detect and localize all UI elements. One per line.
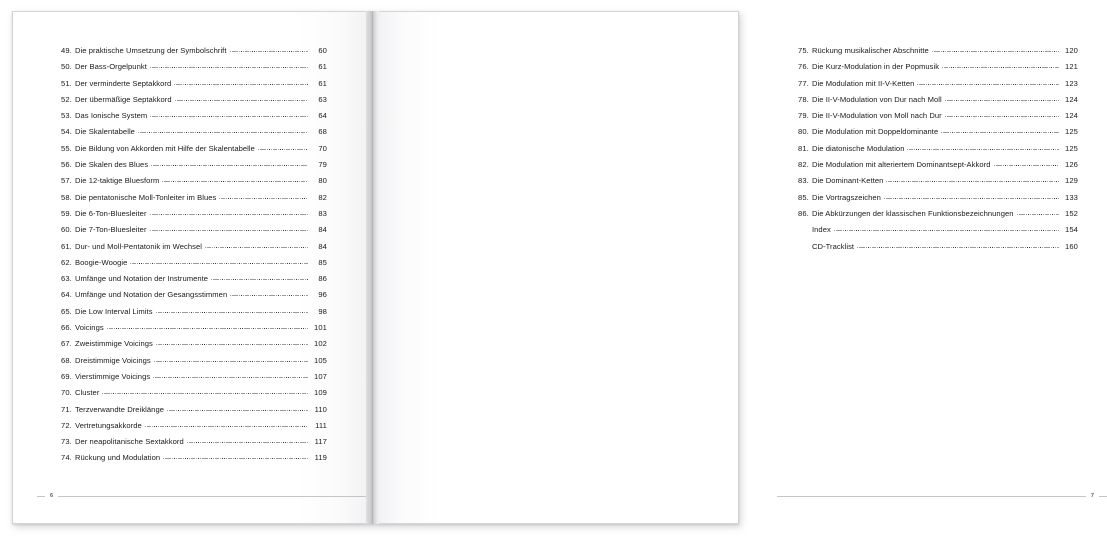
toc-entry [798, 108, 1078, 124]
toc-leader-dots [230, 45, 309, 53]
toc-leader-dots [941, 126, 1059, 134]
toc-entry-title: Boogie-Woogie [75, 257, 128, 267]
toc-entry [61, 450, 327, 466]
toc-entry [798, 157, 1078, 173]
toc-entry-title: Die II-V-Modulation von Moll nach Dur [812, 111, 942, 121]
toc-entry-title: Die Skalen des Blues [75, 160, 149, 170]
toc-entry-number: 56. [61, 160, 72, 170]
toc-leader-dots [205, 241, 308, 249]
toc-entry-number: 51. [61, 78, 72, 88]
toc-entry [61, 271, 327, 287]
toc-entry [798, 76, 1078, 92]
toc-entry-page: 61 [318, 62, 327, 72]
toc-entry-title: Die Modulation mit Doppeldominante [812, 127, 939, 137]
toc-leader-dots [145, 420, 308, 428]
toc-entry-number: 73. [61, 437, 72, 447]
toc-leader-dots [219, 192, 308, 200]
toc-entry [61, 206, 327, 222]
toc-entry-page: 152 [1065, 208, 1078, 218]
toc-entry [61, 287, 327, 303]
toc-leader-dots [102, 387, 308, 395]
toc-entry-number: 75. [798, 46, 809, 55]
toc-entry-title: Die Abkürzungen der klassischen Funktionsbezeichnungen [812, 208, 1014, 218]
toc-entry-number: 70. [61, 388, 72, 398]
toc-entry-number: 58. [61, 192, 72, 202]
toc-entry-title: Voicings [75, 323, 104, 333]
toc-entry-title: Die diatonische Modulation [812, 143, 905, 153]
toc-entry-number: 55. [61, 143, 72, 153]
toc-entry-title: Vertretungsakkorde [75, 420, 142, 430]
toc-entry [61, 369, 327, 385]
toc-entry-title: Die Skalentabelle [75, 127, 135, 137]
toc-leader-dots [156, 338, 308, 346]
toc-leader-dots [857, 241, 1059, 249]
toc-leader-dots [994, 159, 1060, 167]
toc-entry-number: 86. [798, 208, 809, 218]
toc-entry [61, 222, 327, 238]
toc-entry-page: 121 [1065, 62, 1078, 72]
toc-leader-dots [150, 61, 308, 69]
toc-entry-page: 133 [1065, 192, 1078, 202]
toc-entry-number: 83. [798, 176, 809, 186]
toc-entry-number: 79. [798, 111, 809, 121]
toc-entry-page: 80 [318, 176, 327, 186]
toc-entry [61, 353, 327, 369]
toc-entry [61, 255, 327, 271]
toc-entry-page: 61 [318, 78, 327, 88]
toc-entry-title: Die 12-taktige Bluesform [75, 176, 160, 186]
toc-entry-title: Vierstimmige Voicings [75, 371, 151, 381]
toc-entry-page: 101 [314, 323, 327, 333]
toc-entry-title: Der übermäßige Septakkord [75, 94, 172, 104]
toc-leader-dots [153, 371, 308, 379]
toc-entry [61, 385, 327, 401]
toc-entry [798, 222, 1078, 238]
toc-entry-page: 83 [318, 208, 327, 218]
toc-entry-title: Die 7-Ton-Bluesleiter [75, 225, 147, 235]
toc-entry-page: 86 [318, 274, 327, 284]
toc-entry-number: 69. [61, 371, 72, 381]
toc-entry-number: 60. [61, 225, 72, 235]
toc-entry-page: 129 [1065, 176, 1078, 186]
footer-right [777, 491, 1107, 501]
toc-entry-number: 77. [798, 78, 809, 88]
toc-entry-page: 124 [1065, 94, 1078, 104]
left-page [12, 11, 377, 524]
toc-entry-title: Die Modulation mit II-V-Ketten [812, 78, 915, 88]
toc-entry-number: 63. [61, 274, 72, 284]
toc-entry-title: Rückung und Modulation [75, 453, 161, 463]
toc-entry-number: 61. [61, 241, 72, 251]
toc-entry-page: 64 [318, 111, 327, 121]
toc-entry-page: 107 [314, 371, 327, 381]
page-number-right: 7 [1090, 493, 1094, 499]
toc-entry-page: 63 [318, 94, 327, 104]
toc-leader-dots [150, 224, 308, 232]
toc-entry [61, 92, 327, 108]
toc-leader-dots [154, 355, 308, 363]
toc-entry-page: 98 [318, 306, 327, 316]
toc-entry-title: Der Bass-Orgelpunkt [75, 62, 147, 72]
toc-leader-dots [187, 436, 308, 444]
right-page [377, 11, 1094, 524]
toc-entry-number: 74. [61, 453, 72, 463]
toc-leader-dots [230, 289, 308, 297]
toc-entry [61, 418, 327, 434]
toc-entry-title: Terzverwandte Dreiklänge [75, 404, 164, 414]
toc-entry-page: 123 [1065, 78, 1078, 88]
toc-entry-page: 120 [1065, 46, 1078, 55]
toc-entry-page: 154 [1065, 225, 1078, 235]
toc-leader-dots [163, 452, 308, 460]
book-spine-line [372, 11, 373, 524]
footer-rule-start [37, 496, 45, 497]
toc-entry-number: 81. [798, 143, 809, 153]
toc-entry [61, 190, 327, 206]
toc-entry-title: Die Vortragszeichen [812, 192, 881, 202]
toc-entry-number: 85. [798, 192, 809, 202]
toc-entry-number: 80. [798, 127, 809, 137]
toc-entry-page: 102 [314, 339, 327, 349]
toc-leader-dots [907, 143, 1059, 151]
toc-leader-dots [932, 45, 1059, 53]
toc-entry [61, 320, 327, 336]
toc-entry-title: Dreistimmige Voicings [75, 355, 151, 365]
toc-entry [798, 173, 1078, 189]
toc-entry-title: Umfänge und Notation der Gesangsstimmen [75, 290, 228, 300]
toc-entry-title: Die praktische Umsetzung der Symbolschrift [75, 46, 227, 55]
toc-entry-title: Dur- und Moll-Pentatonik im Wechsel [75, 241, 202, 251]
toc-entry-number: 68. [61, 355, 72, 365]
toc-entry-number: 59. [61, 208, 72, 218]
toc-entry-page: 96 [318, 290, 327, 300]
toc-entry-number: 82. [798, 160, 809, 170]
toc-list-left [61, 43, 327, 467]
toc-leader-dots [150, 208, 308, 216]
toc-entry-title: Rückung musikalischer Abschnitte [812, 46, 929, 55]
toc-entry-page: 60 [318, 46, 327, 55]
toc-entry-title: Die 6-Ton-Bluesleiter [75, 208, 147, 218]
toc-entry-number: 53. [61, 111, 72, 121]
toc-leader-dots [107, 322, 308, 330]
toc-entry-title: Die Modulation mit alteriertem Dominantsept-Akkord [812, 160, 991, 170]
toc-entry [61, 157, 327, 173]
toc-entry-number: 49. [61, 46, 72, 55]
toc-entry-number: 78. [798, 94, 809, 104]
toc-entry [61, 124, 327, 140]
toc-entry-number: 65. [61, 306, 72, 316]
toc-entry-page: 82 [318, 192, 327, 202]
toc-entry-title: Umfänge und Notation der Instrumente [75, 274, 209, 284]
toc-leader-dots [167, 404, 308, 412]
toc-entry-title: Die II-V-Modulation von Dur nach Moll [812, 94, 942, 104]
toc-leader-dots [130, 257, 308, 265]
toc-entry-number: 57. [61, 176, 72, 186]
toc-entry-page: 79 [318, 160, 327, 170]
toc-entry [61, 173, 327, 189]
toc-entry-title: Zweistimmige Voicings [75, 339, 153, 349]
toc-leader-dots [945, 94, 1059, 102]
toc-entry-page: 70 [318, 143, 327, 153]
toc-leader-dots [156, 306, 308, 314]
toc-leader-dots [942, 61, 1059, 69]
toc-entry-title: Die Bildung von Akkorden mit Hilfe der Skalentabelle [75, 143, 255, 153]
toc-entry [798, 190, 1078, 206]
toc-leader-dots [1017, 208, 1059, 216]
toc-entry-number: 67. [61, 339, 72, 349]
toc-entry [61, 43, 327, 59]
toc-entry [61, 304, 327, 320]
toc-entry [61, 434, 327, 450]
toc-entry-page: 105 [314, 355, 327, 365]
toc-entry-title: Die Kurz-Modulation in der Popmusik [812, 62, 940, 72]
toc-leader-dots [945, 110, 1059, 118]
toc-entry [798, 206, 1078, 222]
toc-entry [798, 239, 1078, 255]
toc-entry-title: Die Low Interval Limits [75, 306, 153, 316]
toc-entry [61, 59, 327, 75]
toc-leader-dots [150, 110, 308, 118]
toc-entry-page: 160 [1065, 241, 1078, 251]
footer-rule-start [777, 496, 1086, 497]
toc-leader-dots [258, 143, 308, 151]
toc-entry-page: 84 [318, 225, 327, 235]
toc-entry-page: 109 [314, 388, 327, 398]
toc-entry [798, 43, 1078, 59]
toc-entry [61, 402, 327, 418]
toc-entry-title: Die pentatonische Moll-Tonleiter im Blues [75, 192, 217, 202]
toc-leader-dots [151, 159, 308, 167]
toc-entry [61, 336, 327, 352]
toc-entry-title: Das Ionische System [75, 111, 148, 121]
toc-entry-title: Cluster [75, 388, 100, 398]
footer-left [37, 491, 367, 501]
toc-entry [61, 108, 327, 124]
toc-entry-number: 54. [61, 127, 72, 137]
toc-leader-dots [211, 273, 308, 281]
toc-entry-number: 66. [61, 323, 72, 333]
toc-leader-dots [917, 78, 1059, 86]
toc-entry-number: 62. [61, 257, 72, 267]
page-number-left: 6 [50, 493, 54, 499]
toc-entry [798, 124, 1078, 140]
toc-leader-dots [138, 126, 308, 134]
toc-leader-dots [175, 94, 308, 102]
toc-leader-dots [884, 192, 1059, 200]
toc-entry-page: 125 [1065, 143, 1078, 153]
toc-entry-page: 124 [1065, 111, 1078, 121]
toc-entry-number: 72. [61, 420, 72, 430]
footer-rule-end [58, 496, 367, 497]
toc-entry-number: 71. [61, 404, 72, 414]
toc-entry-title: Die Dominant-Ketten [812, 176, 884, 186]
toc-entry-page: 85 [318, 257, 327, 267]
toc-entry-page: 119 [314, 453, 327, 463]
toc-list-right [798, 43, 1078, 255]
toc-leader-dots [174, 78, 308, 86]
toc-entry-page: 110 [314, 404, 327, 414]
toc-entry-title: CD-Tracklist [812, 241, 855, 251]
toc-entry [61, 141, 327, 157]
toc-entry-number: 52. [61, 94, 72, 104]
toc-entry-page: 68 [318, 127, 327, 137]
toc-leader-dots [162, 175, 308, 183]
toc-entry-number: 76. [798, 62, 809, 72]
toc-entry-title: Index [812, 225, 831, 235]
toc-entry-number: 50. [61, 62, 72, 72]
toc-entry-page: 84 [318, 241, 327, 251]
toc-entry [798, 59, 1078, 75]
toc-leader-dots [834, 224, 1059, 232]
toc-entry-page: 126 [1065, 160, 1078, 170]
footer-rule-end [1099, 496, 1107, 497]
toc-entry-number: 64. [61, 290, 72, 300]
toc-leader-dots [886, 175, 1059, 183]
toc-entry [798, 92, 1078, 108]
toc-entry-page: 125 [1065, 127, 1078, 137]
toc-entry-page: 111 [315, 420, 327, 430]
toc-entry [61, 76, 327, 92]
toc-entry-title: Der neapolitanische Sextakkord [75, 437, 184, 447]
toc-entry [798, 141, 1078, 157]
toc-entry [61, 239, 327, 255]
toc-entry-page: 117 [314, 437, 327, 447]
toc-entry-title: Der verminderte Septakkord [75, 78, 172, 88]
